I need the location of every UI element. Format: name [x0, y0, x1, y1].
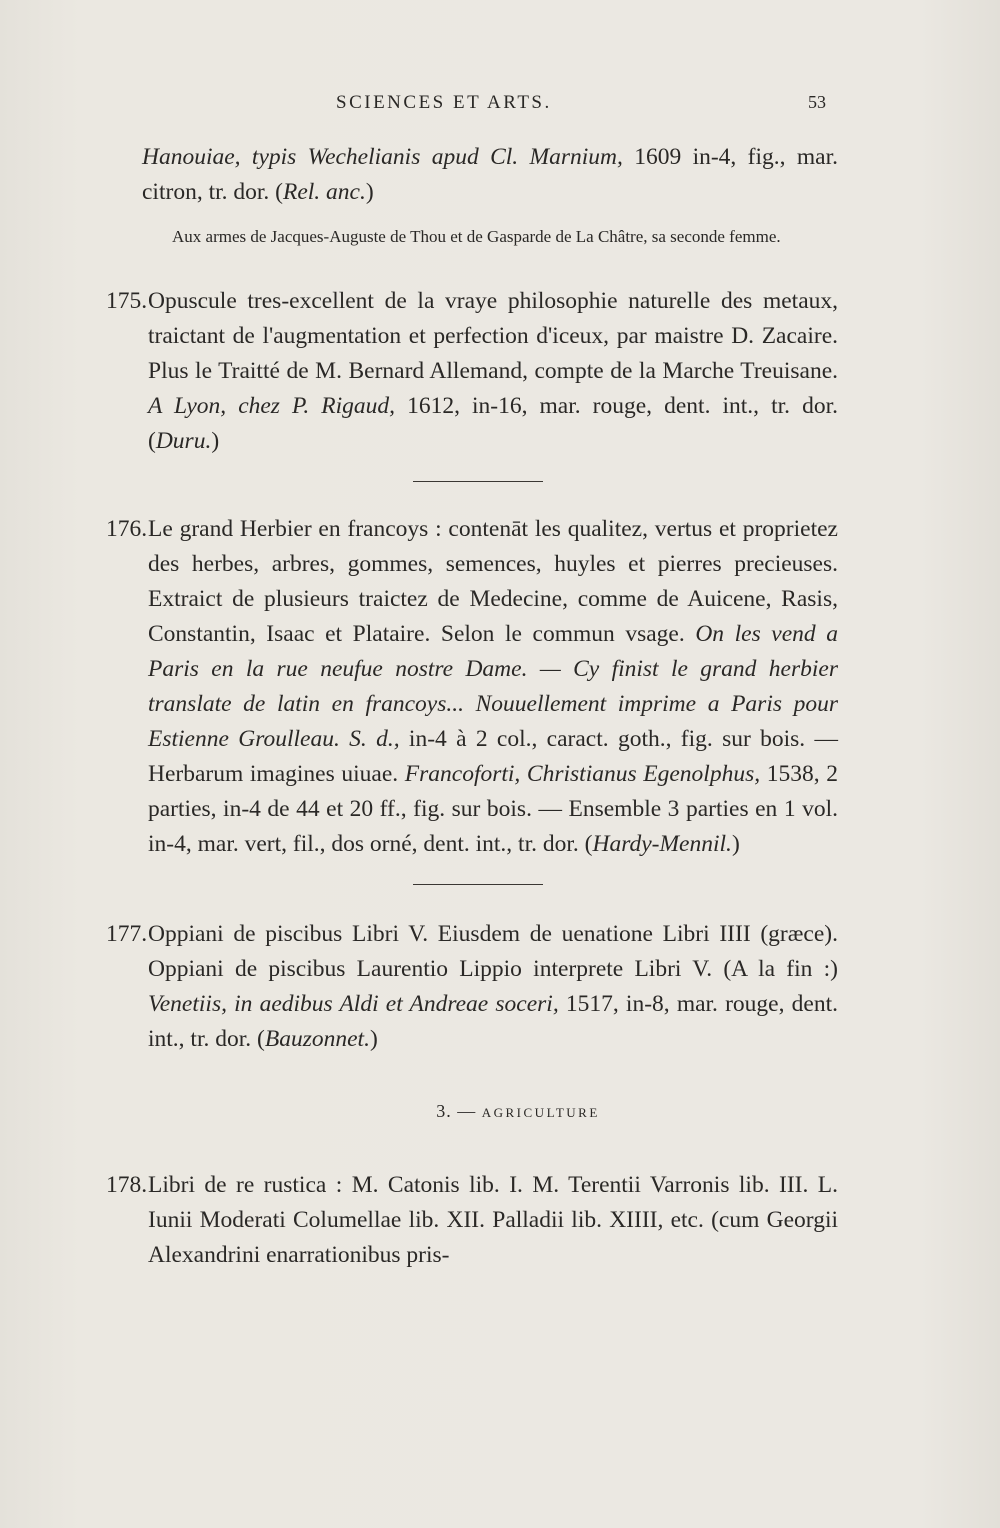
entry-title: Libri de re rustica : M. Catonis lib. I. M. Terentii Varronis lib. III. L. Iunii Moderati Columellae lib. XII. Palladii lib. XIIII, etc. (cum Georgii Alexandrini enarrationibus pris-: [148, 1172, 838, 1268]
page-header: [0, 92, 1000, 122]
separator-rule: [413, 884, 543, 885]
entry-title: Oppiani de piscibus Libri V. Eiusdem de uenatione Libri IIII (græce). Oppiani de piscibus Laurentio Lippio interprete Libri V. (A la fin :): [148, 921, 838, 982]
entry-number: 175.: [106, 288, 148, 314]
continued-imprint: Hanouiae, typis Wechelianis apud Cl. Marnium,: [142, 144, 623, 170]
continued-binding: Rel. anc.: [282, 179, 366, 205]
continued-entry: Hanouiae, typis Wechelianis apud Cl. Marnium, 1609 in-4, fig., mar. citron, tr. dor. (Rel. anc.): [142, 144, 838, 205]
entry-details: 1517, in-8, mar. rouge, dent. int., tr. dor. (: [148, 991, 838, 1052]
entry-number: 178.: [106, 1172, 148, 1198]
page-number: 53: [808, 92, 826, 112]
entry-177: 177. Oppiani de piscibus Libri V. Eiusdem de uenatione Libri IIII (græce). Oppiani de piscibus Laurentio Lippio interprete Libri V. (A la fin :) Venetiis, in aedibus Aldi et Andreae soceri, 1517, in-8, mar. rouge, dent. int., tr. dor. (Bauzonnet.): [148, 917, 838, 1057]
entry-title: Le grand Herbier en francoys : contenāt les qualitez, vertus et proprietez des herbes, arbres, gommes, semences, huyles et pierres precieuses. Extraict de plusieurs traictez de Medecine, comme de Auicene, Rasis, Constantin, Isaac et Plataire. Selon le commun vsage.: [148, 516, 838, 647]
section-title: AGRICULTURE: [481, 1105, 600, 1120]
provenance-note: Aux armes de Jacques-Auguste de Thou et de Gasparde de La Châtre, sa seconde femme.: [172, 227, 781, 246]
entry-number: 177.: [106, 921, 148, 947]
entry-175: 175. Opuscule tres-excellent de la vraye philosophie naturelle des metaux, traictant de l'augmentation et perfection d'iceux, par maistre D. Zacaire. Plus le Traitté de M. Bernard Allemand, compte de la Marche Treuisane. A Lyon, chez P. Rigaud, 1612, in-16, mar. rouge, dent. int., tr. dor. (Duru.): [148, 284, 838, 459]
page-body: [0, 140, 1000, 1273]
separator-rule: [413, 481, 543, 482]
entry-binder: Duru.: [155, 428, 212, 454]
entry-number: 176.: [106, 516, 148, 542]
entry-details-2: 1538, 2 parties, in-4 de 44 et 20 ff., fig. sur bois. — Ensemble 3 parties en 1 vol. in-4, mar. vert, fil., dos orné, dent. int., tr. dor. (: [148, 761, 838, 857]
entry-178: [106, 1168, 838, 1273]
section-number: 3. —: [436, 1101, 477, 1121]
continued-details: 1609 in-4, fig., mar. citron, tr. dor. (: [142, 144, 838, 205]
section-heading: [36, 1101, 1000, 1122]
entry-imprint-2: Francoforti, Christianus Egenolphus,: [404, 761, 761, 787]
entry-imprint: Venetiis, in aedibus Aldi et Andreae soceri,: [148, 991, 559, 1017]
entry-176: 176. Le grand Herbier en francoys : contenāt les qualitez, vertus et proprietez des herbes, arbres, gommes, semences, huyles et pierres precieuses. Extraict de plusieurs traictez de Medecine, comme de Auicene, Rasis, Constantin, Isaac et Plataire. Selon le commun vsage. On les vend a Paris en la rue neufue nostre Dame. — Cy finist le grand herbier translate de latin en francoys... Nouuellement imprime a Paris pour Estienne Groulleau. S. d., in-4 à 2 col., caract. goth., fig. sur bois. — Herbarum imagines uiuae. Francoforti, Christianus Egenolphus, 1538, 2 parties, in-4 de 44 et 20 ff., fig. sur bois. — Ensemble 3 parties en 1 vol. in-4, mar. vert, fil., dos orné, dent. int., tr. dor. (Hardy-Mennil.): [148, 512, 838, 862]
entry-details: in-4 à 2 col., caract. goth., fig. sur bois. — Herbarum imagines uiuae.: [148, 726, 838, 787]
entry-binder: Hardy-Mennil.: [592, 831, 732, 857]
running-title: SCIENCES ET ARTS.: [336, 92, 552, 113]
entry-title: Opuscule tres-excellent de la vraye philosophie naturelle des metaux, traictant de l'augmentation et perfection d'iceux, par maistre D. Zacaire. Plus le Traitté de M. Bernard Allemand, compte de la Marche Treuisane.: [148, 288, 838, 384]
entry-imprint: On les vend a Paris en la rue neufue nostre Dame. — Cy finist le grand herbier translate de latin en francoys... Nouuellement imprime a Paris pour Estienne Groulleau. S. d.,: [148, 621, 838, 752]
entry-binder: Bauzonnet.: [264, 1026, 370, 1052]
entry-imprint: A Lyon, chez P. Rigaud,: [148, 393, 396, 419]
entry-details: 1612, in-16, mar. rouge, dent. int., tr. dor. (: [148, 393, 838, 454]
